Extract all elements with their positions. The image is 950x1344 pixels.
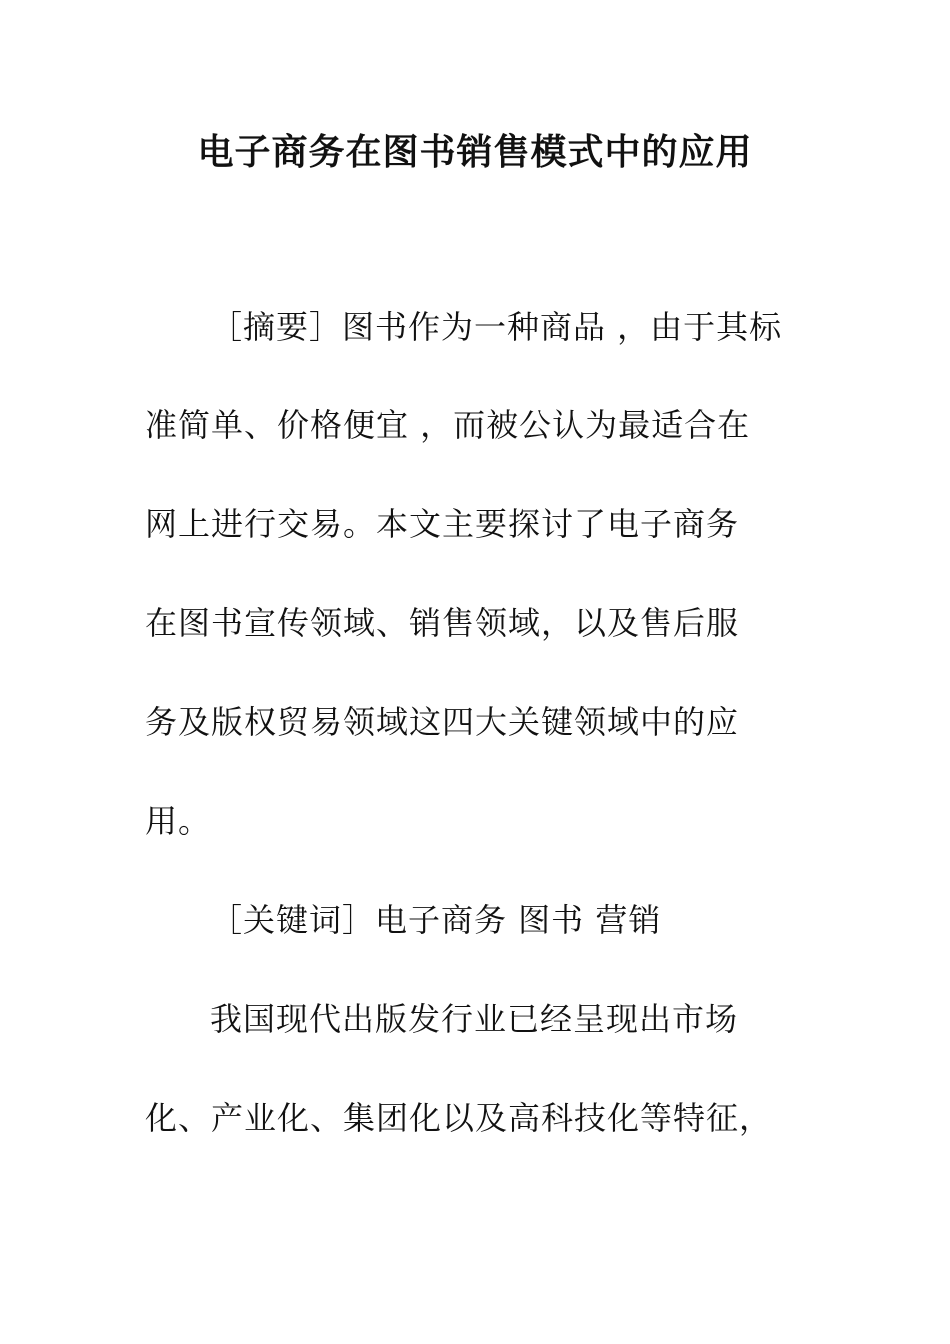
abstract-line: 在图书宣传领域、销售领域，以及售后服 xyxy=(145,604,740,642)
abstract-line: 务及版权贸易领域这四大关键领域中的应 xyxy=(145,703,740,741)
document-title: 电子商务在图书销售模式中的应用 xyxy=(197,132,753,173)
body-line: 化、产业化、集团化以及高科技化等特征， xyxy=(145,1099,773,1137)
abstract-line: ［摘要］图书作为一种商品 ，由于其标 xyxy=(210,308,783,346)
body-line: 我国现代出版发行业已经呈现出市场 xyxy=(210,1000,739,1038)
abstract-line: 准简单、价格便宜 ，而被公认为最适合在 xyxy=(145,406,751,444)
keywords-line: ［关键词］电子商务 图书 营销 xyxy=(210,901,662,939)
abstract-line: 网上进行交易。本文主要探讨了电子商务 xyxy=(145,505,740,543)
abstract-line: 用。 xyxy=(145,802,212,840)
